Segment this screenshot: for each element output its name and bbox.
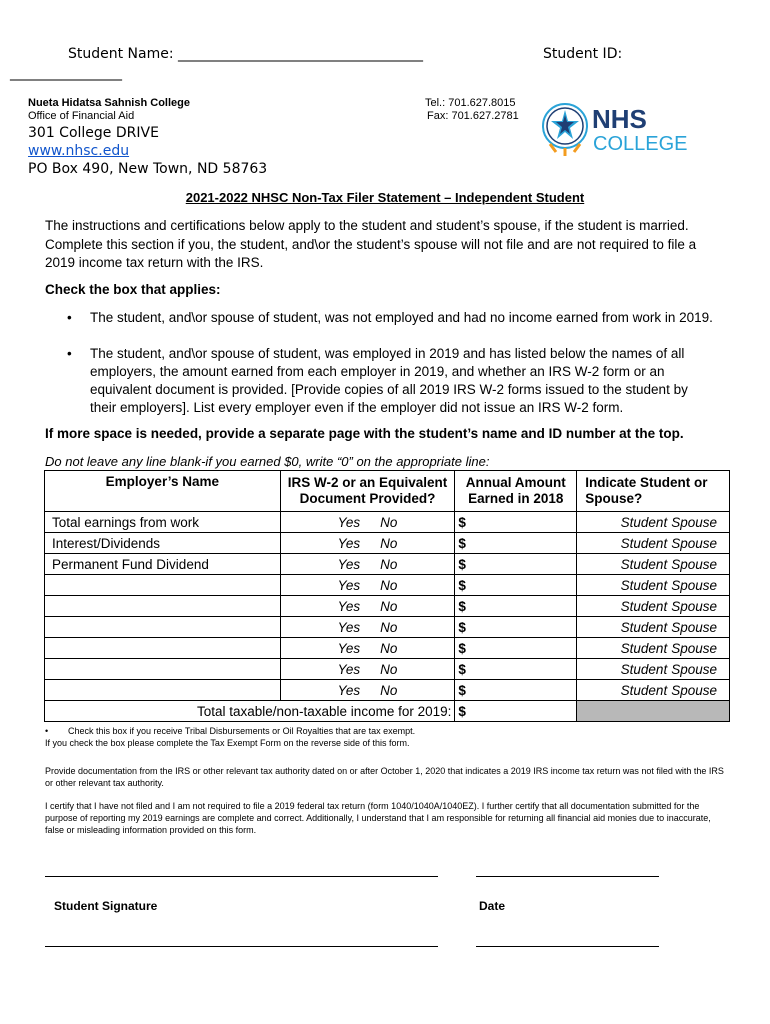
no-checkbox[interactable]: No xyxy=(380,598,398,614)
tribal-checkbox-icon[interactable]: • xyxy=(45,726,49,736)
no-checkbox[interactable]: No xyxy=(380,661,398,677)
student-spouse-cell xyxy=(577,680,730,701)
header-amount: Annual Amount Earned in 2018 xyxy=(455,471,577,512)
student-checkbox[interactable]: Student xyxy=(620,661,668,677)
documentation-note: Provide documentation from the IRS or other relevant tax authority dated on or after October 1, 2020 that indicates a 2019 IRS income tax return was not filed with the IRS or other relevant tax authority. xyxy=(45,766,724,788)
amount-cell[interactable]: $ xyxy=(455,680,577,701)
college-name: Nueta Hidatsa Sahnish College xyxy=(28,97,190,109)
total-row xyxy=(45,701,730,722)
no-checkbox[interactable]: No xyxy=(380,514,398,530)
student-checkbox[interactable]: Student xyxy=(620,598,668,614)
employer-name-cell[interactable] xyxy=(45,638,281,659)
total-amount-cell[interactable]: $ xyxy=(455,701,577,722)
student-id-line[interactable]: ________________ xyxy=(10,65,122,81)
date-line-2[interactable] xyxy=(476,946,659,947)
po-box-address: PO Box 490, New Town, ND 58763 xyxy=(28,161,268,177)
total-label: Total taxable/non-taxable income for 2019: xyxy=(45,701,455,722)
tribal-note: Check this box if you receive Tribal Disbursements or Oil Royalties that are tax exempt. xyxy=(68,726,416,736)
student-spouse-cell xyxy=(577,533,730,554)
more-space-note: If more space is needed, provide a separate page with the student’s name and ID number at the top. xyxy=(45,426,684,441)
student-spouse-cell xyxy=(577,575,730,596)
earnings-table xyxy=(44,470,730,722)
yes-checkbox[interactable]: Yes xyxy=(337,514,361,530)
student-name-field[interactable]: Student Name: ___________________________________ xyxy=(68,46,424,62)
spouse-checkbox[interactable]: Spouse xyxy=(671,556,717,572)
header-w2: IRS W-2 or an Equivalent Document Provided? xyxy=(280,471,455,512)
option-not-employed[interactable] xyxy=(67,309,717,345)
yes-checkbox[interactable]: Yes xyxy=(337,661,361,677)
no-checkbox[interactable]: No xyxy=(380,640,398,656)
employer-name-cell[interactable] xyxy=(45,617,281,638)
table-row xyxy=(45,596,730,617)
student-spouse-cell xyxy=(577,512,730,533)
w2-cell xyxy=(280,659,455,680)
website-link[interactable]: www.nhsc.edu xyxy=(28,143,130,159)
signature-line-2[interactable] xyxy=(45,946,438,947)
amount-cell[interactable]: $ xyxy=(455,596,577,617)
w2-cell xyxy=(280,533,455,554)
check-box-heading: Check the box that applies: xyxy=(45,282,221,297)
w2-cell xyxy=(280,512,455,533)
table-row xyxy=(45,575,730,596)
student-checkbox[interactable]: Student xyxy=(620,556,668,572)
student-checkbox[interactable]: Student xyxy=(620,535,668,551)
table-row xyxy=(45,638,730,659)
signature-line[interactable] xyxy=(45,876,438,877)
logo-nhs-text: NHS xyxy=(592,104,647,134)
spouse-checkbox[interactable]: Spouse xyxy=(671,577,717,593)
tribal-note-2: If you check the box please complete the Tax Exempt Form on the reverse side of this form. xyxy=(45,738,410,748)
w2-cell xyxy=(280,680,455,701)
spouse-checkbox[interactable]: Spouse xyxy=(671,640,717,656)
student-spouse-cell xyxy=(577,617,730,638)
bullet-checkbox-icon[interactable]: • xyxy=(67,310,72,325)
signature-label: Student Signature xyxy=(54,899,158,913)
no-checkbox[interactable]: No xyxy=(380,535,398,551)
yes-checkbox[interactable]: Yes xyxy=(337,535,361,551)
page-title: 2021-2022 NHSC Non-Tax Filer Statement – Independent Student xyxy=(185,190,585,205)
student-checkbox[interactable]: Student xyxy=(620,640,668,656)
student-checkbox[interactable]: Student xyxy=(620,577,668,593)
date-label: Date xyxy=(479,899,506,913)
student-checkbox[interactable]: Student xyxy=(620,514,668,530)
certification-statement: I certify that I have not filed and I am not required to file a 2019 federal tax return (form 1040/1040A/1040EZ). I further certify that all documentation submitted for the purpose of reporting my 2019 earnings are complete and correct. Additionally, I understand that I am responsible for returning all financial aid monies due to inaccurate, false or misleading information provided on this form. xyxy=(45,801,711,835)
employer-name-cell[interactable] xyxy=(45,680,281,701)
spouse-checkbox[interactable]: Spouse xyxy=(671,598,717,614)
date-line[interactable] xyxy=(476,876,659,877)
table-row xyxy=(45,554,730,575)
amount-cell[interactable]: $ xyxy=(455,638,577,659)
logo-college-text: COLLEGE xyxy=(593,133,688,155)
table-row xyxy=(45,659,730,680)
no-checkbox[interactable]: No xyxy=(380,556,398,572)
yes-checkbox[interactable]: Yes xyxy=(337,598,361,614)
employer-name-cell[interactable] xyxy=(45,659,281,680)
no-checkbox[interactable]: No xyxy=(380,619,398,635)
spouse-checkbox[interactable]: Spouse xyxy=(671,619,717,635)
table-header-row xyxy=(45,471,730,512)
student-id-label: Student ID: xyxy=(543,46,623,62)
table-row xyxy=(45,533,730,554)
star-emblem-icon xyxy=(543,104,587,156)
bullet-checkbox-icon[interactable]: • xyxy=(67,346,72,361)
student-spouse-cell xyxy=(577,596,730,617)
yes-checkbox[interactable]: Yes xyxy=(337,640,361,656)
nhs-college-logo xyxy=(540,100,700,160)
yes-checkbox[interactable]: Yes xyxy=(337,577,361,593)
telephone: Tel.: 701.627.8015 xyxy=(425,97,516,109)
header-employer: Employer’s Name xyxy=(45,471,281,512)
header-student-spouse: Indicate Student or Spouse? xyxy=(577,471,730,512)
student-spouse-cell xyxy=(577,659,730,680)
employer-name-cell[interactable]: Permanent Fund Dividend xyxy=(45,554,281,575)
student-spouse-cell xyxy=(577,554,730,575)
amount-cell[interactable]: $ xyxy=(455,617,577,638)
w2-cell xyxy=(280,617,455,638)
student-checkbox[interactable]: Student xyxy=(620,682,668,698)
amount-cell[interactable]: $ xyxy=(455,659,577,680)
w2-cell xyxy=(280,638,455,659)
office-name: Office of Financial Aid xyxy=(28,110,135,122)
student-checkbox[interactable]: Student xyxy=(620,619,668,635)
w2-cell xyxy=(280,554,455,575)
fax: Fax: 701.627.2781 xyxy=(427,110,519,122)
spouse-checkbox[interactable]: Spouse xyxy=(671,682,717,698)
yes-checkbox[interactable]: Yes xyxy=(337,556,361,572)
student-spouse-cell xyxy=(577,638,730,659)
table-row xyxy=(45,680,730,701)
no-checkbox[interactable]: No xyxy=(380,577,398,593)
spouse-checkbox[interactable]: Spouse xyxy=(671,514,717,530)
amount-cell[interactable]: $ xyxy=(455,512,577,533)
amount-cell[interactable]: $ xyxy=(455,575,577,596)
w2-cell xyxy=(280,575,455,596)
yes-checkbox[interactable]: Yes xyxy=(337,682,361,698)
option-label: The student, and\or spouse of student, was employed in 2019 and has listed below the names of all employers, the amount earned from each employer in 2019, and whether an IRS W-2 form or an equivalent document is provided. [Provide copies of all 2019 IRS W-2 forms issued to the student by their employers]. List every employer even if the employer did not issue an IRS W-2 form. xyxy=(90,346,688,415)
no-checkbox[interactable]: No xyxy=(380,682,398,698)
instructions-paragraph: The instructions and certifications below apply to the student and student’s spouse, if the student is married. Complete this section if you, the student, and\or the student’s spouse will not file and are not required to file a 2019 income tax return with the IRS. xyxy=(45,218,697,270)
employer-name-cell[interactable] xyxy=(45,575,281,596)
amount-cell[interactable]: $ xyxy=(455,533,577,554)
employer-name-cell[interactable]: Total earnings from work xyxy=(45,512,281,533)
street-address: 301 College DRIVE xyxy=(28,125,159,141)
table-row xyxy=(45,512,730,533)
total-shaded-cell xyxy=(577,701,730,722)
option-employed[interactable] xyxy=(67,345,717,417)
yes-checkbox[interactable]: Yes xyxy=(337,619,361,635)
amount-cell[interactable]: $ xyxy=(455,554,577,575)
table-row xyxy=(45,617,730,638)
employer-name-cell[interactable] xyxy=(45,596,281,617)
spouse-checkbox[interactable]: Spouse xyxy=(671,661,717,677)
option-label: The student, and\or spouse of student, was not employed and had no income earned from work in 2019. xyxy=(90,310,713,325)
employer-name-cell[interactable]: Interest/Dividends xyxy=(45,533,281,554)
blank-line-note: Do not leave any line blank-if you earned $0, write “0” on the appropriate line: xyxy=(45,454,490,469)
w2-cell xyxy=(280,596,455,617)
spouse-checkbox[interactable]: Spouse xyxy=(671,535,717,551)
